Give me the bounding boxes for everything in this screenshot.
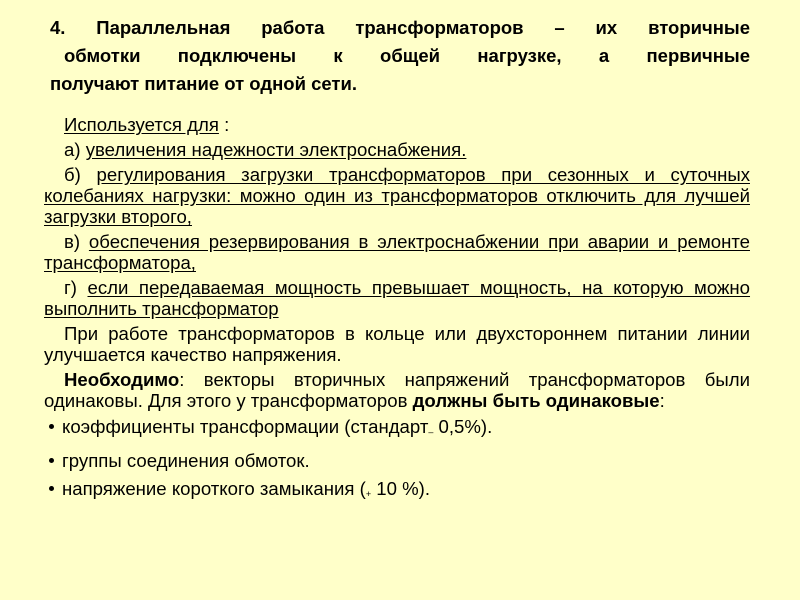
- use-item-d-text: если передаваемая мощность превышает мощность, на которую можно выполнить трансформатор: [44, 277, 751, 319]
- bullet-dot-icon: [49, 424, 54, 429]
- uses-heading: [44, 114, 750, 135]
- required-paragraph: [44, 369, 750, 411]
- use-item-c-text: обеспечения резервирования в электроснабжении при аварии и ремонте трансформатора,: [44, 231, 750, 273]
- use-item-b-prefix: б): [64, 164, 97, 185]
- use-item-c-prefix: в): [64, 231, 89, 252]
- requirement-text: группы соединения обмоток.: [62, 450, 310, 471]
- requirement-item: [44, 415, 750, 444]
- ring-paragraph: При работе трансформаторов в кольце или двухстороннем питании линии улучшается качество напряжения.: [44, 323, 750, 365]
- requirement-text: коэффициенты трансформации (стандарт: [62, 416, 429, 437]
- use-item-a: [44, 139, 750, 160]
- requirement-item: [44, 477, 750, 506]
- requirement-tiny-sign: –: [428, 427, 434, 437]
- use-item-b-text: регулирования загрузки трансформаторов при сезонных и суточных колебаниях нагрузки: можно один из трансформаторов отключить для лучшей загрузки второго,: [44, 164, 750, 227]
- use-item-b: [44, 164, 750, 227]
- use-item-a-prefix: а): [64, 139, 86, 160]
- required-lead: Необходимо: [64, 369, 180, 390]
- requirements-list: [44, 415, 750, 506]
- use-item-a-text: увеличения надежности электроснабжения.: [85, 139, 467, 160]
- requirement-tail: 0,5%).: [433, 416, 493, 437]
- required-bold-tail: должны быть одинаковые: [412, 390, 660, 411]
- required-text-1: : векторы вторичных напряжений трансформаторов были одинаковы. Для этого у трансформаторов: [44, 369, 750, 411]
- slide-title: [50, 14, 750, 98]
- title-line-3: получают питание от одной сети.: [50, 73, 357, 94]
- uses-heading-colon: :: [218, 114, 230, 135]
- bullet-dot-icon: [49, 486, 54, 491]
- required-text-2: :: [659, 390, 665, 411]
- use-item-d: [44, 277, 750, 319]
- requirement-item: [44, 449, 750, 472]
- title-line-2: обмотки подключены к общей нагрузке, а первичные: [64, 45, 750, 66]
- requirement-tail: 10 %).: [371, 478, 431, 499]
- requirement-text: напряжение короткого замыкания (: [62, 478, 366, 499]
- use-item-d-prefix: г): [64, 277, 88, 298]
- slide-body: [44, 114, 750, 511]
- uses-heading-text: Используется для: [64, 114, 219, 135]
- title-line-1: 4. Параллельная работа трансформаторов – их вторичные: [50, 17, 750, 38]
- use-item-c: [44, 231, 750, 273]
- requirement-tiny-sign: +: [365, 489, 372, 499]
- bullet-dot-icon: [49, 458, 54, 463]
